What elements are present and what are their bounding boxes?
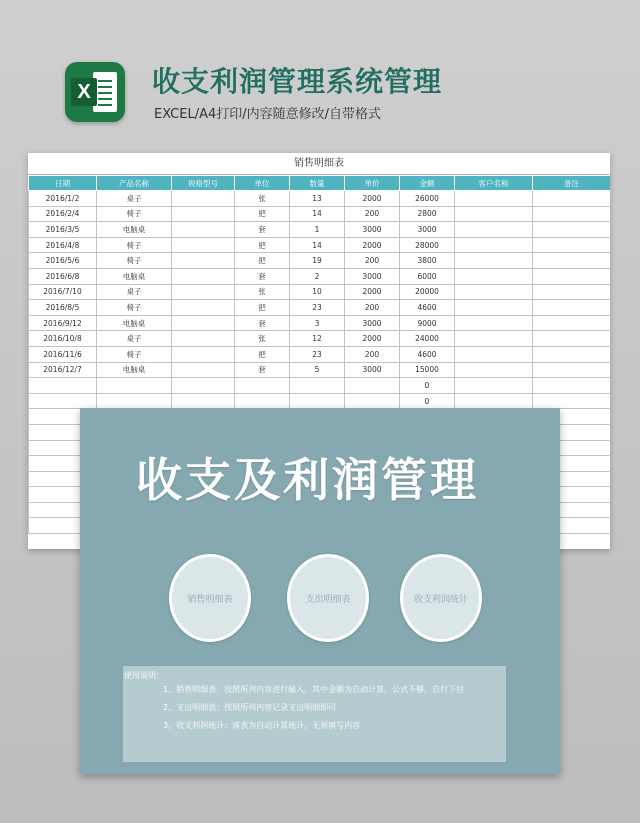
table-cell[interactable]: 把 <box>235 206 290 222</box>
table-cell[interactable]: 12 <box>290 331 345 347</box>
column-header[interactable]: 日期 <box>29 176 97 191</box>
table-row <box>29 284 611 300</box>
sheet-title: 销售明细表 <box>28 153 610 175</box>
table-cell[interactable] <box>533 362 611 378</box>
table-row <box>29 268 611 284</box>
table-cell[interactable] <box>455 268 533 284</box>
column-header[interactable]: 单价 <box>345 176 400 191</box>
table-row <box>29 191 611 207</box>
table-cell[interactable]: 2000 <box>345 284 400 300</box>
table-cell[interactable] <box>172 378 235 394</box>
table-cell[interactable]: 2 <box>290 268 345 284</box>
table-cell[interactable]: 2000 <box>345 237 400 253</box>
table-row <box>29 393 611 409</box>
table-cell[interactable]: 6000 <box>400 268 455 284</box>
table-cell[interactable] <box>533 253 611 269</box>
sales-detail-button[interactable]: 销售明细表 <box>169 554 251 642</box>
table-cell[interactable]: 19 <box>290 253 345 269</box>
table-cell[interactable] <box>455 284 533 300</box>
table-cell[interactable] <box>533 222 611 238</box>
table-cell[interactable]: 15000 <box>400 362 455 378</box>
table-row <box>29 362 611 378</box>
table-cell[interactable] <box>172 284 235 300</box>
table-cell[interactable] <box>455 191 533 207</box>
table-cell[interactable] <box>455 346 533 362</box>
table-cell[interactable]: 3000 <box>345 315 400 331</box>
table-cell[interactable]: 14 <box>290 237 345 253</box>
table-cell[interactable] <box>172 393 235 409</box>
table-cell[interactable]: 把 <box>235 237 290 253</box>
table-cell[interactable]: 13 <box>290 191 345 207</box>
notes-item: 3、收支利润统计：该表为自动计算统计，无须填写内容 <box>163 721 361 730</box>
table-cell[interactable] <box>235 378 290 394</box>
table-cell[interactable]: 2016/4/8 <box>29 237 97 253</box>
table-cell[interactable] <box>172 315 235 331</box>
table-cell[interactable] <box>455 362 533 378</box>
table-cell[interactable]: 桌子 <box>97 284 172 300</box>
table-cell[interactable]: 电脑桌 <box>97 315 172 331</box>
table-cell[interactable]: 2016/5/6 <box>29 253 97 269</box>
table-cell[interactable]: 椅子 <box>97 253 172 269</box>
table-cell[interactable]: 10 <box>290 284 345 300</box>
table-cell[interactable] <box>29 393 97 409</box>
table-cell[interactable]: 电脑桌 <box>97 268 172 284</box>
table-cell[interactable]: 23 <box>290 346 345 362</box>
table-cell[interactable]: 桌子 <box>97 331 172 347</box>
table-cell[interactable] <box>455 253 533 269</box>
table-cell[interactable] <box>533 300 611 316</box>
table-cell[interactable]: 1 <box>290 222 345 238</box>
table-cell[interactable]: 2016/3/5 <box>29 222 97 238</box>
table-cell[interactable]: 2016/1/2 <box>29 191 97 207</box>
table-cell[interactable] <box>172 253 235 269</box>
table-cell[interactable] <box>533 268 611 284</box>
table-cell[interactable]: 2016/7/10 <box>29 284 97 300</box>
table-cell[interactable] <box>455 206 533 222</box>
table-cell[interactable]: 3000 <box>345 222 400 238</box>
expense-detail-button[interactable]: 支出明细表 <box>287 554 369 642</box>
table-cell[interactable]: 桌子 <box>97 191 172 207</box>
table-cell[interactable]: 2000 <box>345 191 400 207</box>
table-cell[interactable]: 3000 <box>345 268 400 284</box>
table-cell[interactable] <box>455 393 533 409</box>
table-cell[interactable]: 电脑桌 <box>97 362 172 378</box>
table-cell[interactable] <box>290 393 345 409</box>
card-title: 收支及利润管理 <box>136 453 479 507</box>
notes-item: 2、支出明细表：按照所列内容记录支出明细即可 <box>163 703 337 712</box>
table-cell[interactable]: 套 <box>235 222 290 238</box>
table-cell[interactable]: 套 <box>235 315 290 331</box>
table-row <box>29 300 611 316</box>
table-cell[interactable] <box>533 346 611 362</box>
table-cell[interactable] <box>533 315 611 331</box>
table-cell[interactable] <box>533 284 611 300</box>
table-cell[interactable] <box>533 378 611 394</box>
table-cell[interactable]: 2016/6/8 <box>29 268 97 284</box>
table-cell[interactable] <box>455 315 533 331</box>
table-cell[interactable]: 0 <box>400 393 455 409</box>
table-cell[interactable] <box>455 331 533 347</box>
table-cell[interactable]: 26000 <box>400 191 455 207</box>
table-cell[interactable]: 套 <box>235 362 290 378</box>
table-cell[interactable]: 2016/12/7 <box>29 362 97 378</box>
table-cell[interactable] <box>97 378 172 394</box>
table-cell[interactable] <box>172 191 235 207</box>
table-cell[interactable]: 0 <box>400 378 455 394</box>
table-cell[interactable]: 2000 <box>345 331 400 347</box>
table-row <box>29 378 611 394</box>
table-cell[interactable] <box>235 393 290 409</box>
table-cell[interactable]: 3000 <box>400 222 455 238</box>
menu-card <box>80 408 560 774</box>
table-cell[interactable] <box>533 237 611 253</box>
column-header[interactable]: 金额 <box>400 176 455 191</box>
table-cell[interactable]: 14 <box>290 206 345 222</box>
table-row <box>29 222 611 238</box>
page-title: 收支利润管理系统管理 <box>152 65 443 98</box>
table-row <box>29 315 611 331</box>
table-cell[interactable] <box>455 222 533 238</box>
table-cell[interactable]: 电脑桌 <box>97 222 172 238</box>
table-cell[interactable] <box>172 300 235 316</box>
table-cell[interactable]: 4600 <box>400 300 455 316</box>
column-header[interactable]: 产品名称 <box>97 176 172 191</box>
table-cell[interactable]: 200 <box>345 253 400 269</box>
usage-notes <box>123 666 506 762</box>
table-cell[interactable]: 张 <box>235 191 290 207</box>
table-cell[interactable] <box>290 378 345 394</box>
notes-item: 1、销售明细表：按照所列内容进行输入，其中金额为自动计算，公式不够，自行下拉 <box>163 685 465 694</box>
table-cell[interactable]: 3 <box>290 315 345 331</box>
table-cell[interactable]: 张 <box>235 331 290 347</box>
table-cell[interactable] <box>533 206 611 222</box>
table-cell[interactable] <box>172 237 235 253</box>
table-cell[interactable]: 把 <box>235 346 290 362</box>
table-cell[interactable]: 把 <box>235 300 290 316</box>
table-cell[interactable] <box>455 378 533 394</box>
table-cell[interactable]: 3000 <box>345 362 400 378</box>
table-cell[interactable] <box>455 300 533 316</box>
column-header[interactable]: 客户名称 <box>455 176 533 191</box>
table-cell[interactable]: 张 <box>235 284 290 300</box>
table-cell[interactable]: 24000 <box>400 331 455 347</box>
table-cell[interactable] <box>29 378 97 394</box>
table-cell[interactable] <box>455 237 533 253</box>
table-cell[interactable] <box>97 393 172 409</box>
table-cell[interactable]: 200 <box>345 206 400 222</box>
table-cell[interactable]: 4600 <box>400 346 455 362</box>
table-cell[interactable] <box>172 206 235 222</box>
table-cell[interactable] <box>172 331 235 347</box>
table-header-row <box>29 176 611 191</box>
column-header[interactable]: 单位 <box>235 176 290 191</box>
table-cell[interactable] <box>533 331 611 347</box>
profit-stats-button[interactable]: 收支利润统计 <box>400 554 482 642</box>
table-cell[interactable] <box>172 362 235 378</box>
table-row <box>29 331 611 347</box>
table-cell[interactable]: 9000 <box>400 315 455 331</box>
table-cell[interactable]: 2800 <box>400 206 455 222</box>
table-cell[interactable] <box>345 378 400 394</box>
excel-icon <box>65 62 125 122</box>
table-cell[interactable]: 椅子 <box>97 206 172 222</box>
table-cell[interactable]: 椅子 <box>97 300 172 316</box>
table-cell[interactable]: 套 <box>235 268 290 284</box>
table-row <box>29 237 611 253</box>
table-cell[interactable] <box>172 346 235 362</box>
table-cell[interactable] <box>172 268 235 284</box>
table-cell[interactable]: 2016/10/8 <box>29 331 97 347</box>
table-cell[interactable]: 椅子 <box>97 237 172 253</box>
table-row <box>29 206 611 222</box>
table-cell[interactable]: 椅子 <box>97 346 172 362</box>
table-row <box>29 346 611 362</box>
page-subtitle: EXCEL/A4打印/内容随意修改/自带格式 <box>154 107 382 122</box>
column-header[interactable]: 数量 <box>290 176 345 191</box>
table-cell[interactable] <box>533 393 611 409</box>
notes-heading: 使用说明： <box>124 671 164 680</box>
table-cell[interactable]: 5 <box>290 362 345 378</box>
table-cell[interactable] <box>172 222 235 238</box>
table-cell[interactable]: 23 <box>290 300 345 316</box>
table-cell[interactable]: 200 <box>345 300 400 316</box>
table-cell[interactable] <box>533 191 611 207</box>
table-cell[interactable]: 3800 <box>400 253 455 269</box>
table-cell[interactable]: 2016/8/5 <box>29 300 97 316</box>
table-row <box>29 253 611 269</box>
table-cell[interactable]: 200 <box>345 346 400 362</box>
table-cell[interactable]: 2016/9/12 <box>29 315 97 331</box>
table-cell[interactable]: 把 <box>235 253 290 269</box>
table-cell[interactable]: 2016/2/4 <box>29 206 97 222</box>
excel-x-mark: X <box>71 78 97 106</box>
table-cell[interactable]: 20000 <box>400 284 455 300</box>
table-cell[interactable]: 2016/11/6 <box>29 346 97 362</box>
column-header[interactable]: 备注 <box>533 176 611 191</box>
table-cell[interactable] <box>345 393 400 409</box>
column-header[interactable]: 规格型号 <box>172 176 235 191</box>
table-cell[interactable]: 28000 <box>400 237 455 253</box>
